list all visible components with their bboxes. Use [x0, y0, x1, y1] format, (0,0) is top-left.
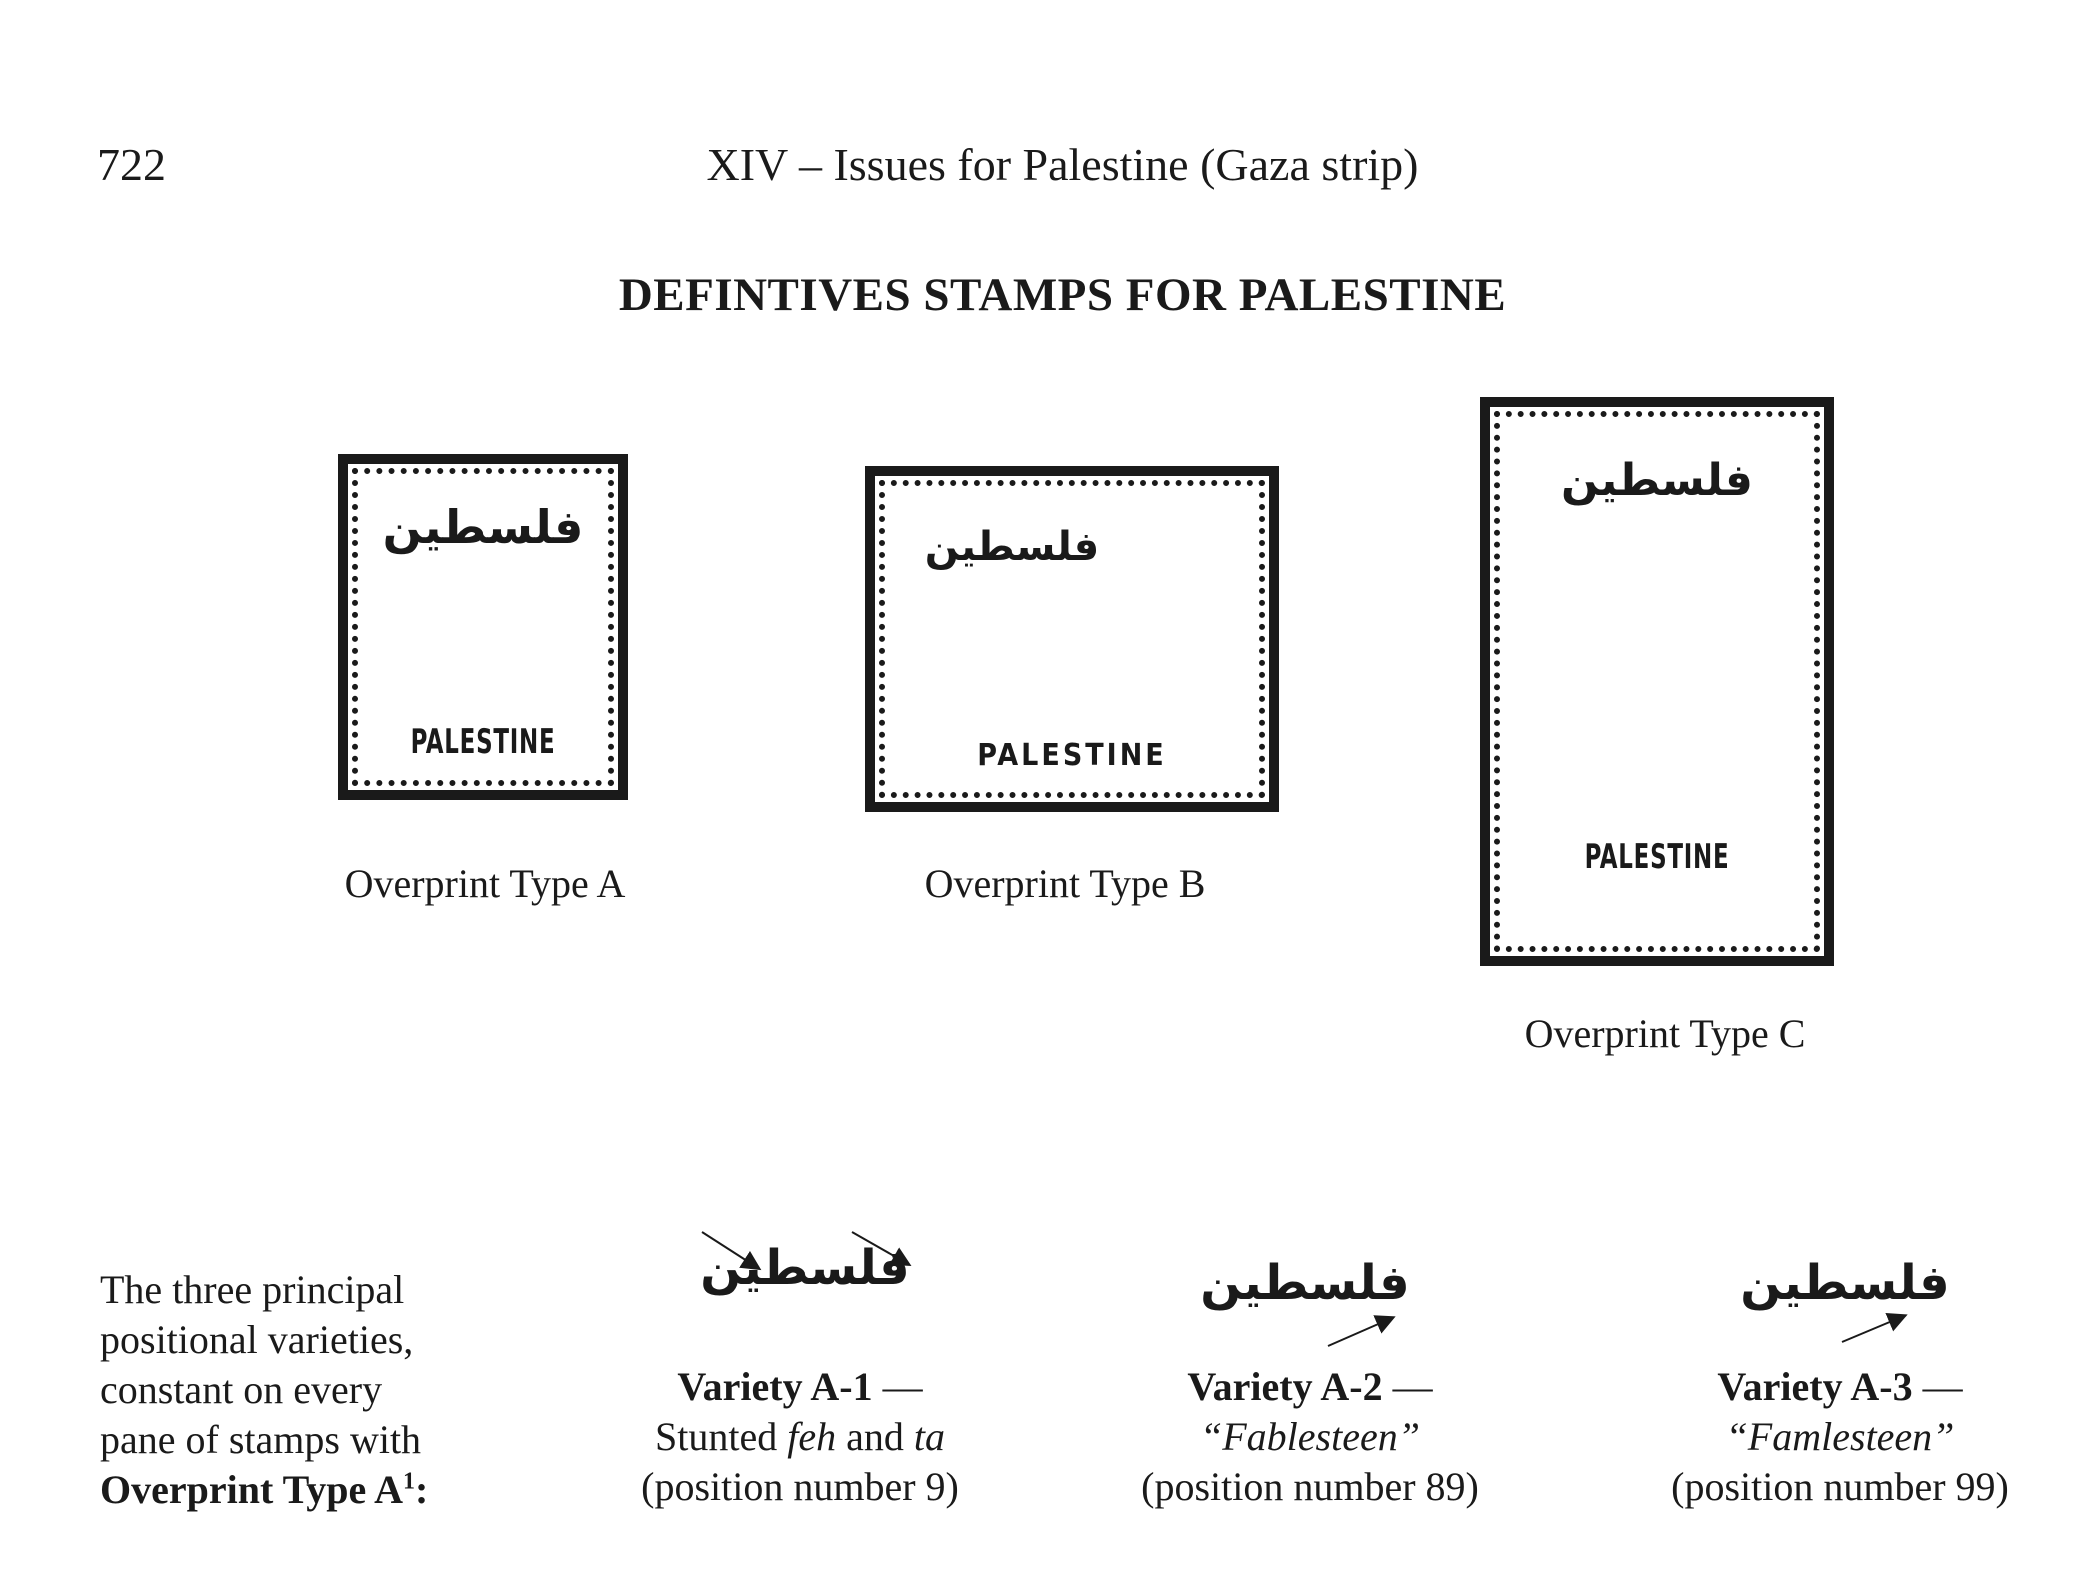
variety-title: Variety A-3: [1717, 1364, 1913, 1409]
variety-a3-overprint: فلسطين: [1740, 1255, 1950, 1311]
variety-title-line: [1630, 1362, 2050, 1412]
variety-dash: —: [872, 1364, 923, 1409]
variety-a2-caption: [1100, 1362, 1520, 1512]
variety-a1-overprint: فلسطين: [700, 1240, 910, 1296]
stamp-arabic-text: فلسطين: [1561, 455, 1753, 506]
section-title: DEFINTIVES STAMPS FOR PALESTINE: [618, 269, 1507, 321]
caption-type-b: Overprint Type B: [924, 861, 1206, 906]
variety-dash: —: [1912, 1364, 1963, 1409]
variety-position: (position number 89): [1141, 1464, 1479, 1509]
stamp-arabic-text: فلسطين: [382, 500, 584, 554]
desc-italic-ta: ta: [913, 1414, 945, 1459]
variety-title: Variety A-1: [677, 1364, 873, 1409]
caption-type-c: Overprint Type C: [1524, 1011, 1806, 1056]
variety-title-line: [1100, 1362, 1520, 1412]
variety-description: [600, 1412, 1000, 1462]
variety-quote: [1100, 1412, 1520, 1462]
desc-text: Stunted: [655, 1414, 788, 1459]
variety-a3-caption: [1630, 1362, 2050, 1512]
variety-quote: [1630, 1412, 2050, 1462]
caption-type-a: Overprint Type A: [344, 861, 626, 906]
page-number: 722: [97, 139, 166, 190]
footnote-marker: 1: [402, 1468, 415, 1495]
stamp-arabic-text: فلسطين: [924, 524, 1100, 570]
intro-line: pane of stamps with: [100, 1417, 422, 1462]
desc-text: and: [836, 1414, 914, 1459]
arrow-a1-right: [852, 1232, 908, 1264]
variety-title-line: [600, 1362, 1000, 1412]
variety-a1-caption: [600, 1362, 1000, 1512]
intro-suffix: :: [414, 1467, 429, 1512]
desc-italic-feh: feh: [787, 1414, 837, 1459]
intro-line: positional varieties,: [100, 1317, 414, 1362]
variety-quote-text: “Fablesteen”: [1200, 1414, 1420, 1459]
arrow-a2: [1328, 1318, 1392, 1346]
variety-position: (position number 9): [641, 1464, 959, 1509]
stamp-latin-text: PALESTINE: [1584, 837, 1730, 877]
variety-position: (position number 99): [1671, 1464, 2009, 1509]
stamp-latin-text: PALESTINE: [977, 738, 1167, 773]
intro-bold-text: Overprint Type A: [100, 1467, 403, 1512]
variety-quote-text: “Famlesteen”: [1725, 1414, 1955, 1459]
arrow-a1-left: [702, 1232, 758, 1268]
intro-line: The three principal: [100, 1267, 405, 1312]
variety-a2-overprint: فلسطين: [1200, 1255, 1410, 1311]
stamp-latin-text: PALESTINE: [410, 722, 556, 762]
variety-dash: —: [1382, 1364, 1433, 1409]
arrow-a3: [1842, 1316, 1904, 1342]
variety-title: Variety A-2: [1187, 1364, 1383, 1409]
intro-line: constant on every: [100, 1367, 383, 1412]
running-head: XIV – Issues for Palestine (Gaza strip): [706, 139, 1419, 190]
